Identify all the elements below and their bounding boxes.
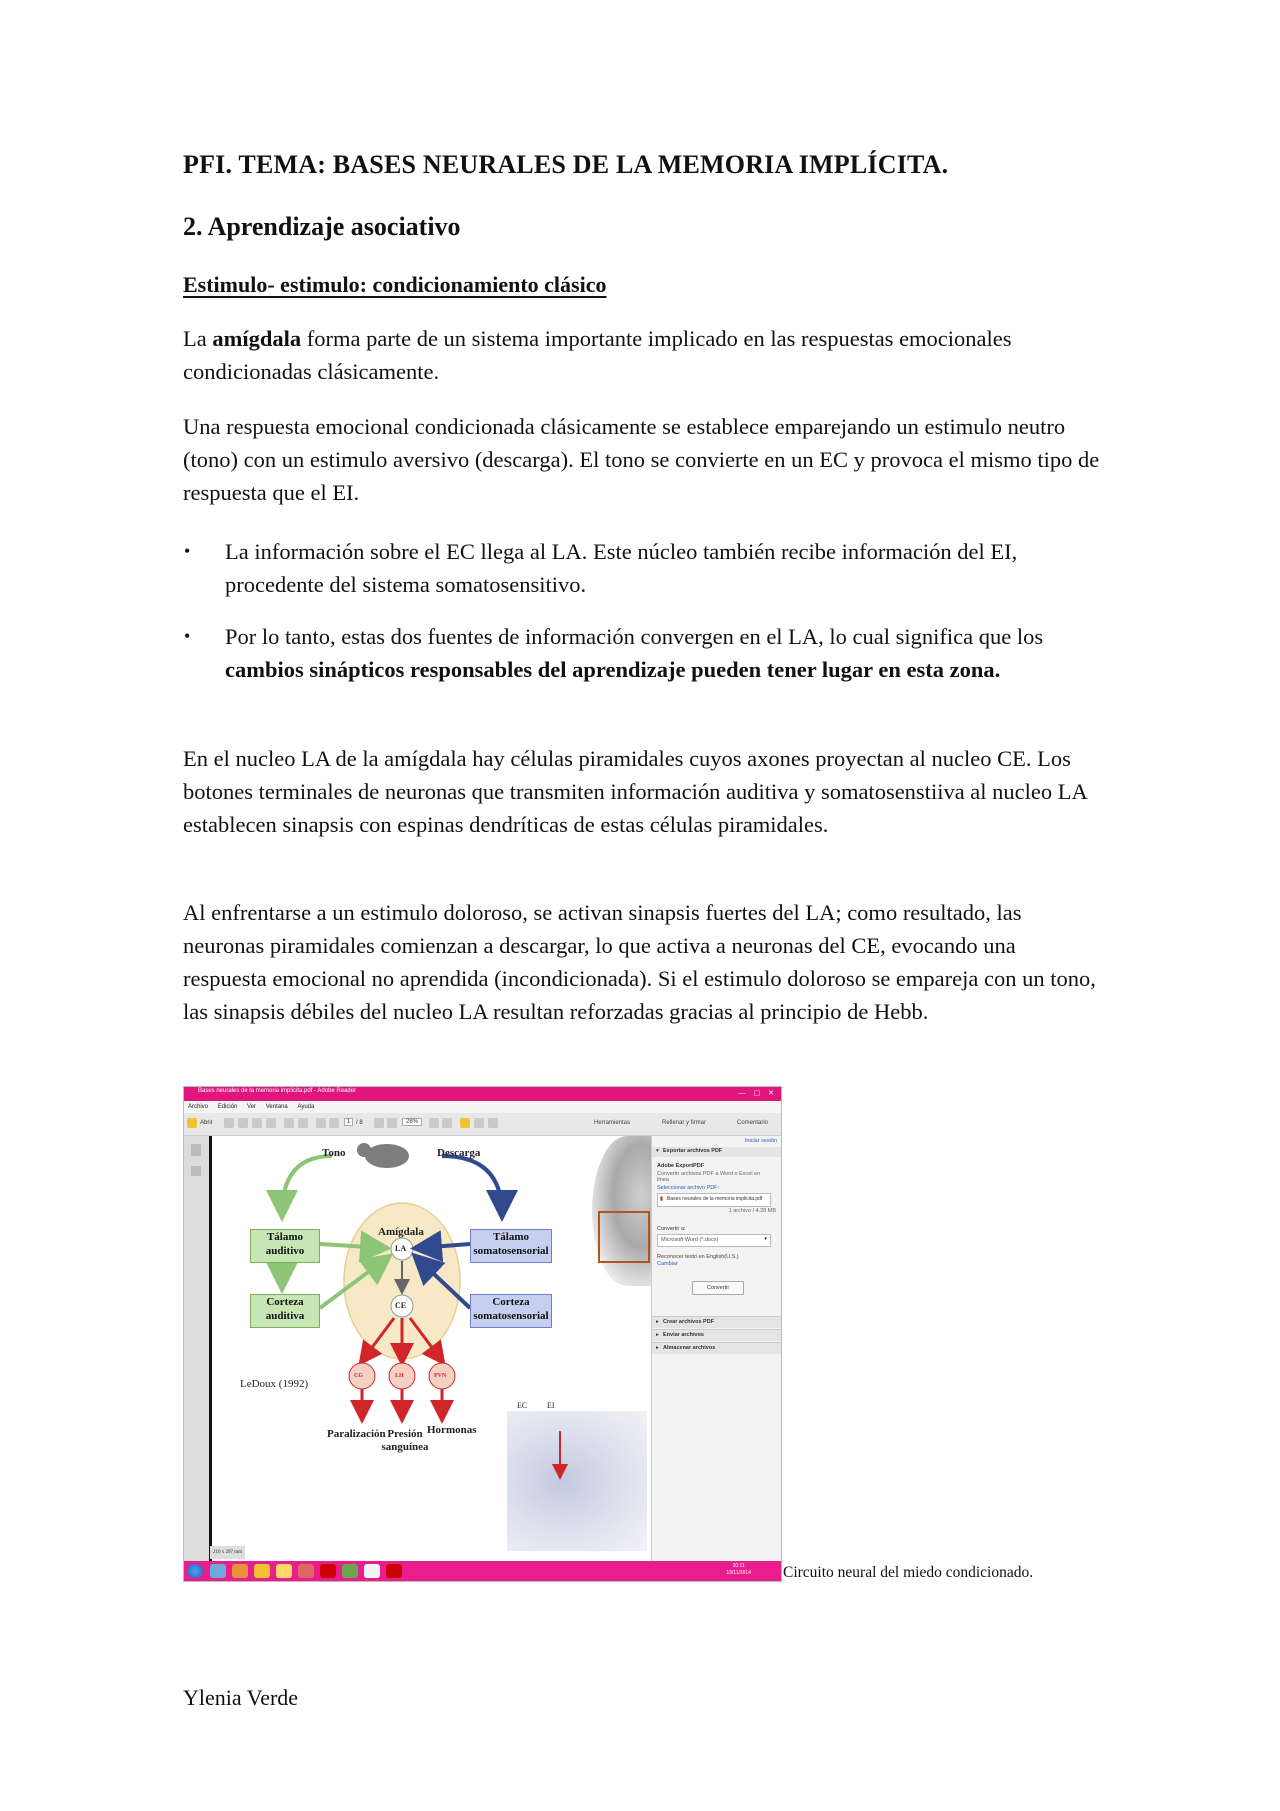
chevron-right-icon: ▸ [656, 1345, 659, 1351]
bullet-marker: • [184, 626, 191, 646]
selected-file-field [657, 1193, 771, 1207]
cg-label: CG [354, 1373, 363, 1379]
bullet-2-bold: cambios sinápticos responsables del aprendizaje pueden tener lugar en esta zona. [225, 657, 1001, 682]
dropdown-arrow-icon: ▾ [764, 1236, 767, 1242]
paragraph-2: Una respuesta emocional condicionada clásicamente se establece emparejando un estimulo neutro (tono) con un estimulo aversivo (descarga). El tono se convierte en un EC y provoca el mismo tipo de respuesta que el EI. [183, 414, 1100, 505]
expand-icon [488, 1118, 498, 1128]
send-section-label: Enviar archivos [663, 1332, 704, 1338]
folder-icon [187, 1118, 197, 1128]
figure-caption: Circuito neural del miedo condicionado. [783, 1564, 1034, 1581]
arrow-up-icon [316, 1118, 326, 1128]
email-icon [252, 1118, 262, 1128]
selected-file-name: Bases neurales de la memoria implicita.pdf [667, 1196, 763, 1202]
format-select-value: Microsoft Word (*.docx) [661, 1237, 719, 1243]
menu-window: Ventana [265, 1104, 288, 1110]
bullet-text-2 [225, 620, 1070, 686]
export-description: Convertir archivos PDF a Word o Excel en línea [657, 1171, 761, 1183]
store-section [652, 1342, 782, 1354]
start-icon [187, 1564, 203, 1578]
window-controls: — ▢ ✕ [738, 1090, 777, 1097]
page-thumbnail-icon [191, 1144, 201, 1156]
menu-file: Archivo [188, 1104, 209, 1110]
circuit-diagram [212, 1136, 654, 1561]
printer-icon [284, 1118, 294, 1128]
menu-bar [184, 1101, 781, 1113]
bullet-2-start: Por lo tanto, estas dos fuentes de información convergen en el LA, lo cual significa que los [225, 624, 1044, 649]
window-title: Bases neurales de la memoria implicita.pdf - Adobe Reader [198, 1088, 357, 1094]
paragraph-1-start: La [183, 326, 213, 351]
create-section-label: Crear archivos PDF [663, 1319, 715, 1325]
tools-panel [651, 1136, 782, 1561]
print-icon [224, 1118, 234, 1128]
fit-width-icon [442, 1118, 452, 1128]
windows-taskbar [184, 1561, 781, 1581]
zoom-out-icon [374, 1118, 384, 1128]
tools-tab: Herramientas [594, 1120, 631, 1126]
lh-label: LH [395, 1373, 404, 1379]
auditory-cortex-box: Corteza auditiva [250, 1294, 320, 1328]
create-section [652, 1316, 782, 1328]
pdf-document-area [209, 1136, 654, 1561]
taskbar-clock [726, 1563, 751, 1577]
recognize-text-label: Reconocer texto en English(U.S.) [657, 1254, 739, 1260]
page-size-label: 210 x 297 mm [210, 1546, 245, 1559]
app-icon [298, 1564, 314, 1578]
reference-label: LeDoux (1992) [240, 1378, 309, 1390]
paragraph-1-end: forma parte de un sistema importante implicado en las respuestas emocionales condicionadas clásicamente. [183, 326, 1012, 384]
folder-taskbar-icon [276, 1564, 292, 1578]
footer-author: Ylenia Verde [183, 1685, 299, 1710]
select-file-label: Seleccionar archivo PDF: [657, 1185, 720, 1191]
cloud-icon [266, 1118, 276, 1128]
paragraph-4: Al enfrentarse a un estimulo doloroso, se activan sinapsis fuertes del LA; como resultado, las neuronas piramidales comienzan a descargar, lo que activa a neuronas del CE, evocando una respuesta emocional no aprendida (incondicionada). Si el estimulo doloroso se empareja con un tono, las sinapsis débiles del nucleo LA resultan reforzadas gracias al principio de Hebb. [183, 900, 1096, 1024]
paragraph-1-bold: amígdala [212, 326, 302, 351]
rat-head [357, 1143, 371, 1157]
somatosensory-thalamus-box: Tálamo somatosensorial [470, 1229, 552, 1263]
change-link: Cambiar [657, 1261, 678, 1267]
reader-toolbar [184, 1113, 781, 1136]
menu-help: Ayuda [297, 1104, 315, 1110]
store-section-label: Almacenar archivos [663, 1345, 716, 1351]
pdf-file-icon: ▮ [660, 1196, 664, 1202]
menu-view: Ver [247, 1104, 257, 1110]
amygdala-label: Amígdala [378, 1226, 424, 1238]
arrow-down-icon [329, 1118, 339, 1128]
ce-label: CE [395, 1301, 407, 1310]
bullet-item-1 [184, 535, 1070, 601]
pvn-label: PVN [434, 1373, 447, 1379]
word-icon [364, 1564, 380, 1578]
acrobat-icon [386, 1564, 402, 1578]
chevron-down-icon: ▾ [656, 1148, 659, 1154]
shock-arrow [442, 1156, 502, 1214]
fit-page-icon [429, 1118, 439, 1128]
navigation-strip [184, 1136, 209, 1561]
signin-link: Iniciar sesión [744, 1138, 777, 1144]
menu-edit: Edición [217, 1104, 238, 1110]
blood-pressure-label: Presión sanguínea [381, 1428, 429, 1453]
la-label: LA [395, 1244, 407, 1253]
media-icon [254, 1564, 270, 1578]
hormones-label: Hormonas [427, 1424, 477, 1436]
bullet-marker: • [184, 541, 191, 561]
chat-icon [342, 1564, 358, 1578]
tone-label: Tono [322, 1147, 346, 1159]
bullet-item-2 [184, 620, 1070, 686]
figure-screenshot [183, 1086, 782, 1582]
ei-label: EI [547, 1401, 555, 1410]
envelope-icon [298, 1118, 308, 1128]
page-number-field: 1 [344, 1118, 353, 1126]
ec-label: EC [517, 1401, 528, 1410]
clock-time: 20:11 [732, 1563, 745, 1569]
shock-label: Descarga [437, 1147, 481, 1159]
send-section [652, 1329, 782, 1341]
open-button-label: Abrir [200, 1120, 213, 1126]
file-count: 1 archivo / 4.28 MB [728, 1208, 776, 1214]
rat-body [365, 1144, 409, 1168]
tone-arrow [282, 1156, 332, 1214]
chevron-right-icon: ▸ [656, 1332, 659, 1338]
document-title: PFI. TEMA: BASES NEURALES DE LA MEMORIA IMPLÍCITA. [183, 150, 949, 179]
zoom-field: 28% [402, 1118, 422, 1126]
bullet-text-1: La información sobre el EC llega al LA. Este núcleo también recibe información del EI, procedente del sistema somatosensitivo. [225, 539, 1018, 597]
comment-tab: Comentario [737, 1120, 769, 1126]
fill-sign-tab: Rellenar y firmar [662, 1120, 707, 1126]
explorer-icon [210, 1564, 226, 1578]
page-total: / 8 [356, 1120, 363, 1126]
comment-icon [460, 1118, 470, 1128]
somatosensory-cortex-box: Corteza somatosensorial [470, 1294, 552, 1328]
auditory-thalamus-box: Tálamo auditivo [250, 1229, 320, 1263]
format-select [657, 1234, 771, 1247]
subsection-heading: Estimulo- estimulo: condicionamiento clásico [183, 272, 607, 297]
export-section-header [652, 1147, 782, 1157]
clock-date: 19/11/2014 [726, 1570, 751, 1576]
freezing-label: Paralización [327, 1428, 386, 1440]
reader-taskbar-icon [320, 1564, 336, 1578]
paragraph-3: En el nucleo LA de la amígdala hay células piramidales cuyos axones proyectan al nucleo CE. Los botones terminales de neuronas que transmiten información auditiva y somatosenstiiva al nucleo LA establecen sinapsis con espinas dendríticas de estas células piramidales. [183, 746, 1087, 837]
firefox-icon [232, 1564, 248, 1578]
save-icon [238, 1118, 248, 1128]
sign-icon [474, 1118, 484, 1128]
convert-to-label: Convertir a: [657, 1226, 686, 1232]
zoom-in-icon [387, 1118, 397, 1128]
paragraph-1 [183, 322, 1103, 388]
window-titlebar [184, 1087, 781, 1101]
convert-button: Convertir [692, 1281, 744, 1295]
export-header-label: Exportar archivos PDF [663, 1148, 723, 1154]
chevron-right-icon: ▸ [656, 1319, 659, 1325]
section-heading: 2. Aprendizaje asociativo [183, 212, 461, 241]
export-title: Adobe ExportPDF [657, 1163, 705, 1169]
attachment-icon [191, 1166, 201, 1176]
